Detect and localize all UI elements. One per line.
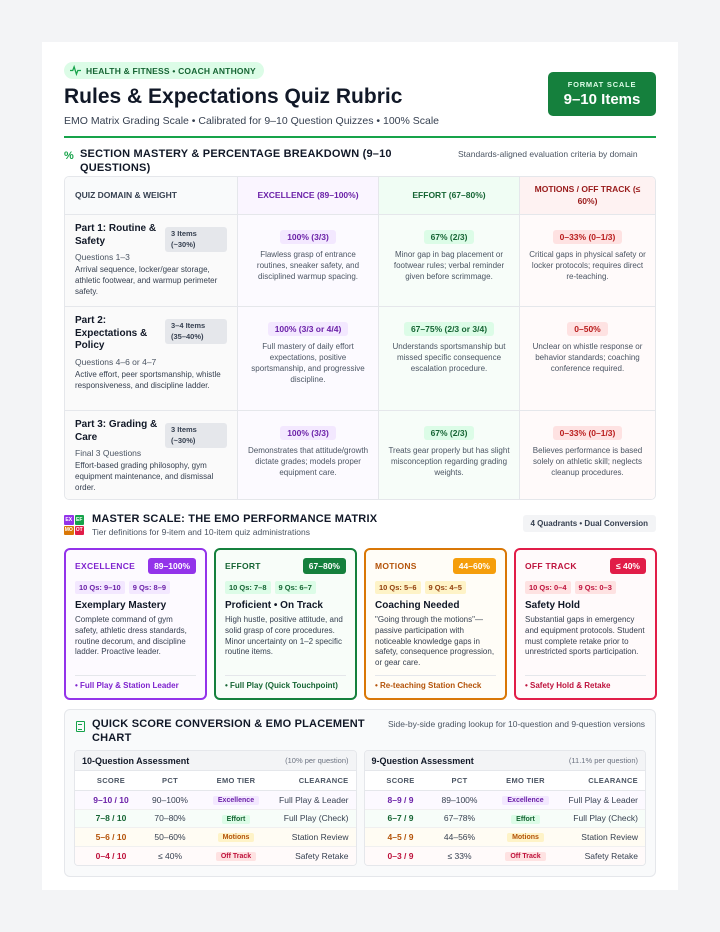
- format-label: FORMAT SCALE: [567, 80, 637, 89]
- card-q10-chip: 10 Qs: 5–6: [375, 581, 421, 594]
- table-row: [75, 828, 356, 847]
- off-track-score: 0–33% (0–1/3): [553, 426, 623, 440]
- row-pct: 67–78%: [443, 813, 476, 824]
- master-scale-title: MASTER SCALE: THE EMO PERFORMANCE MATRIX: [92, 513, 378, 525]
- course-label: HEALTH & FITNESS • COACH ANTHONY: [86, 65, 256, 76]
- card-off-track: [514, 548, 657, 700]
- card-tier-name: MOTIONS: [375, 561, 417, 571]
- excellence-description: Demonstrates that attitude/growth dictate grades; models proper equipment care.: [247, 446, 369, 477]
- part-description: Active effort, peer sportsmanship, whistle responsiveness, and discipline ladder.: [75, 369, 221, 390]
- section-mastery-header: [64, 138, 656, 176]
- excellence-score: 100% (3/3 or 4/4): [268, 322, 349, 336]
- card-footer: • Re-teaching Station Check: [375, 675, 496, 690]
- score-conversion-section: [64, 709, 656, 877]
- card-footer: • Safety Hold & Retake: [525, 675, 646, 690]
- row-clearance: Full Play (Check): [573, 813, 638, 824]
- card-q10-chip: 10 Qs: 7–8: [225, 581, 271, 594]
- card-pct-badge: 44–60%: [453, 558, 496, 574]
- card-tier-name: EFFORT: [225, 561, 261, 571]
- effort-score: 67% (2/3): [424, 230, 475, 244]
- card-description: "Going through the motions"—passive participation with noticeable knowledge gaps in safety, consequence progression, or gear care.: [375, 615, 495, 668]
- row-clearance: Full Play & Leader: [568, 794, 638, 805]
- emo-cards: [64, 548, 656, 700]
- card-q9-chip: 9 Qs: 8–9: [129, 581, 170, 594]
- part-questions: Final 3 Questions: [75, 448, 142, 458]
- card-q10-chip: 10 Qs: 0–4: [525, 581, 571, 594]
- card-footer: • Full Play (Quick Touchpoint): [225, 675, 346, 690]
- row-pct: ≤ 33%: [447, 850, 472, 861]
- tier-badge: Effort: [511, 815, 540, 824]
- domain-cell: [65, 411, 238, 500]
- card-description: Complete command of gym safety, athletic dress standards, routine decorum, and discipline ladder. Proactive leader.: [75, 615, 187, 657]
- part-name: Part 3: Grading & Care: [75, 419, 158, 443]
- card-q9-chip: 9 Qs: 0–3: [575, 581, 616, 594]
- excellence-cell: [238, 411, 379, 500]
- row-clearance: Safety Retake: [295, 850, 349, 861]
- part-description: Effort-based grading philosophy, gym equipment maintenance, and dismissal order.: [75, 461, 214, 492]
- items-tag: 3 Items (~30%): [165, 227, 227, 252]
- effort-cell: [379, 411, 520, 500]
- row-clearance: Station Review: [581, 831, 638, 842]
- grid-cell-ef: EF: [76, 516, 83, 523]
- effort-score: 67–75% (2/3 or 3/4): [404, 322, 494, 336]
- col-clearance: CLEARANCE: [298, 776, 349, 785]
- col-effort: EFFORT (67–80%): [379, 177, 520, 214]
- row-clearance: Full Play (Check): [283, 813, 349, 824]
- table-row: [365, 791, 646, 810]
- table-per-question: (11.1% per question): [568, 756, 638, 765]
- master-scale-subtitle: Tier definitions for 9-item and 10-item quiz administrations: [92, 527, 310, 537]
- col-tier: EMO TIER: [216, 776, 256, 785]
- table-row: [75, 791, 356, 810]
- excellence-description: Full mastery of daily effort expectations, positive sportsmanship, and progressive discipline.: [251, 342, 365, 384]
- table-row: [365, 810, 646, 829]
- table-row: [365, 847, 646, 866]
- document-icon: [76, 721, 85, 732]
- rubric-page: [42, 42, 678, 890]
- row-score: 7–8 / 10: [95, 813, 127, 824]
- pulse-icon: [70, 65, 81, 76]
- rubric-header-row: [65, 177, 655, 215]
- card-description: High hustle, positive attitude, and solid grasp of core procedures. Minor uncertainty on 1–2 specific routine items.: [225, 615, 343, 657]
- row-pct: ≤ 40%: [157, 850, 183, 861]
- row-pct: 90–100%: [152, 794, 188, 805]
- tier-badge: Motions: [218, 833, 255, 842]
- card-title: Safety Hold: [525, 600, 581, 611]
- col-domain: QUIZ DOMAIN & WEIGHT: [65, 177, 238, 214]
- card-pct-badge: 89–100%: [148, 558, 196, 574]
- row-score: 8–9 / 9: [387, 794, 414, 805]
- grid-cell-ot: OT: [75, 527, 83, 534]
- excellence-score: 100% (3/3): [280, 426, 336, 440]
- rubric-table: [64, 176, 656, 500]
- tier-badge: Excellence: [502, 796, 548, 805]
- card-tier-name: EXCELLENCE: [75, 561, 136, 571]
- card-motions: [364, 548, 507, 700]
- col-score: SCORE: [386, 776, 415, 785]
- card-title: Exemplary Mastery: [75, 600, 167, 611]
- col-tier: EMO TIER: [506, 776, 545, 785]
- effort-description: Minor gap in bag placement or footwear rules; verbal reminder given before scrimmage.: [393, 250, 505, 281]
- row-score: 4–5 / 9: [387, 831, 414, 842]
- col-score: SCORE: [96, 776, 126, 785]
- master-scale-header: [64, 508, 656, 548]
- rubric-row-part1: [65, 215, 655, 307]
- col-clearance: CLEARANCE: [588, 776, 638, 785]
- section-mastery-title: SECTION MASTERY & PERCENTAGE BREAKDOWN (9–10 QUESTIONS): [80, 148, 392, 174]
- card-q9-chip: 9 Qs: 6–7: [275, 581, 316, 594]
- effort-cell: [379, 215, 520, 306]
- score-conversion-note: Side-by-side grading lookup for 10-question and 9-question versions: [388, 719, 646, 729]
- col-excellence: EXCELLENCE (89–100%): [238, 177, 379, 214]
- tier-badge: Effort: [222, 815, 251, 824]
- card-effort: [214, 548, 357, 700]
- page-title: Rules & Expectations Quiz Rubric: [64, 85, 403, 108]
- card-excellence: [64, 548, 207, 700]
- row-score: 0–3 / 9: [387, 850, 414, 861]
- effort-score: 67% (2/3): [424, 426, 475, 440]
- format-scale-box: [548, 72, 656, 116]
- items-tag: 3 Items (~30%): [165, 423, 227, 448]
- items-tag: 3–4 Items (35–40%): [165, 319, 227, 344]
- effort-cell: [379, 307, 520, 410]
- score-conversion-header: [74, 710, 646, 750]
- quadrants-tag: 4 Quadrants • Dual Conversion: [523, 515, 657, 532]
- section-mastery-note: Standards-aligned evaluation criteria by domain: [458, 149, 638, 159]
- effort-description: Treats gear properly but has slight misconception regarding grading weights.: [388, 446, 510, 477]
- conversion-tables: [74, 750, 646, 866]
- excellence-score: 100% (3/3): [280, 230, 336, 244]
- off-track-cell: [520, 411, 655, 500]
- part-questions: Questions 4–6 or 4–7: [75, 356, 157, 367]
- card-title: Proficient • On Track: [225, 600, 323, 611]
- off-track-cell: [520, 215, 655, 306]
- card-tier-name: OFF TRACK: [525, 561, 577, 571]
- domain-cell: [65, 215, 238, 306]
- tier-badge: Off Track: [505, 852, 545, 861]
- table-columns: [75, 771, 356, 791]
- course-pill: [64, 62, 264, 79]
- row-score: 0–4 / 10: [95, 850, 127, 861]
- card-q10-chip: 10 Qs: 9–10: [75, 581, 125, 594]
- row-pct: 44–56%: [443, 831, 476, 842]
- part-name: Part 2: Expectations & Policy: [75, 315, 148, 351]
- row-clearance: Full Play & Leader: [279, 794, 349, 805]
- row-clearance: Station Review: [291, 831, 349, 842]
- grid-cell-ex: EX: [65, 516, 73, 523]
- card-title: Coaching Needed: [375, 600, 460, 611]
- rubric-row-part3: [65, 411, 655, 499]
- part-name: Part 1: Routine & Safety: [75, 223, 157, 247]
- row-pct: 89–100%: [441, 794, 478, 805]
- table-title: 10-Question Assessment: [82, 755, 190, 766]
- row-score: 6–7 / 9: [387, 813, 414, 824]
- table-row: [75, 847, 356, 866]
- domain-cell: [65, 307, 238, 410]
- col-pct: PCT: [162, 776, 178, 785]
- table-columns: [365, 771, 646, 791]
- effort-description: Understands sportsmanship but missed specific consequence escalation procedure.: [392, 342, 506, 373]
- off-track-score: 0–50%: [567, 322, 607, 336]
- format-value: 9–10 Items: [563, 91, 641, 108]
- table-per-question: (10% per question): [285, 756, 349, 765]
- table-row: [365, 828, 646, 847]
- off-track-description: Unclear on whistle response or behavior standards; coaching conference required.: [532, 342, 643, 373]
- row-score: 9–10 / 10: [93, 794, 129, 805]
- off-track-description: Believes performance is based solely on athletic skill; neglects cleanup procedures.: [532, 446, 643, 477]
- excellence-description: Flawless grasp of entrance routines, sneaker safety, and disciplined warmup spacing.: [256, 250, 360, 281]
- card-q9-chip: 9 Qs: 4–5: [425, 581, 466, 594]
- row-clearance: Safety Retake: [584, 850, 638, 861]
- page-subtitle: EMO Matrix Grading Scale • Calibrated for 9–10 Question Quizzes • 100% Scale: [64, 115, 440, 127]
- card-description: Substantial gaps in emergency and equipment protocols. Student must complete retake prior to unrestricted sports participation.: [525, 615, 645, 657]
- grid-cell-mo: MO: [64, 527, 73, 534]
- card-pct-badge: ≤ 40%: [610, 558, 646, 574]
- table-row: [75, 810, 356, 829]
- row-pct: 50–60%: [154, 831, 186, 842]
- matrix-grid-icon: [64, 515, 84, 535]
- row-pct: 70–80%: [154, 813, 186, 824]
- off-track-score: 0–33% (0–1/3): [553, 230, 623, 244]
- conversion-table-10: [74, 750, 357, 866]
- conversion-table-9: [364, 750, 647, 866]
- excellence-cell: [238, 215, 379, 306]
- off-track-description: Critical gaps in physical safety or locker protocols; requires direct re-teaching.: [529, 250, 646, 281]
- table-title: 9-Question Assessment: [371, 755, 474, 766]
- tier-badge: Off Track: [216, 852, 256, 861]
- card-pct-badge: 67–80%: [303, 558, 346, 574]
- page-header: [64, 42, 656, 138]
- tier-badge: Motions: [507, 833, 544, 842]
- percent-icon: %: [64, 150, 74, 162]
- card-footer: • Full Play & Station Leader: [75, 675, 196, 690]
- part-description: Arrival sequence, locker/gear storage, athletic footwear, and warmup perimeter safety.: [75, 265, 218, 296]
- tier-badge: Excellence: [213, 796, 259, 805]
- score-conversion-title: QUICK SCORE CONVERSION & EMO PLACEMENT CHART: [92, 718, 365, 744]
- col-off-track: MOTIONS / OFF TRACK (≤ 60%): [520, 177, 655, 214]
- rubric-row-part2: [65, 307, 655, 411]
- part-questions: Questions 1–3: [75, 252, 130, 262]
- excellence-cell: [238, 307, 379, 410]
- col-pct: PCT: [451, 776, 468, 785]
- row-score: 5–6 / 10: [95, 831, 127, 842]
- off-track-cell: [520, 307, 655, 410]
